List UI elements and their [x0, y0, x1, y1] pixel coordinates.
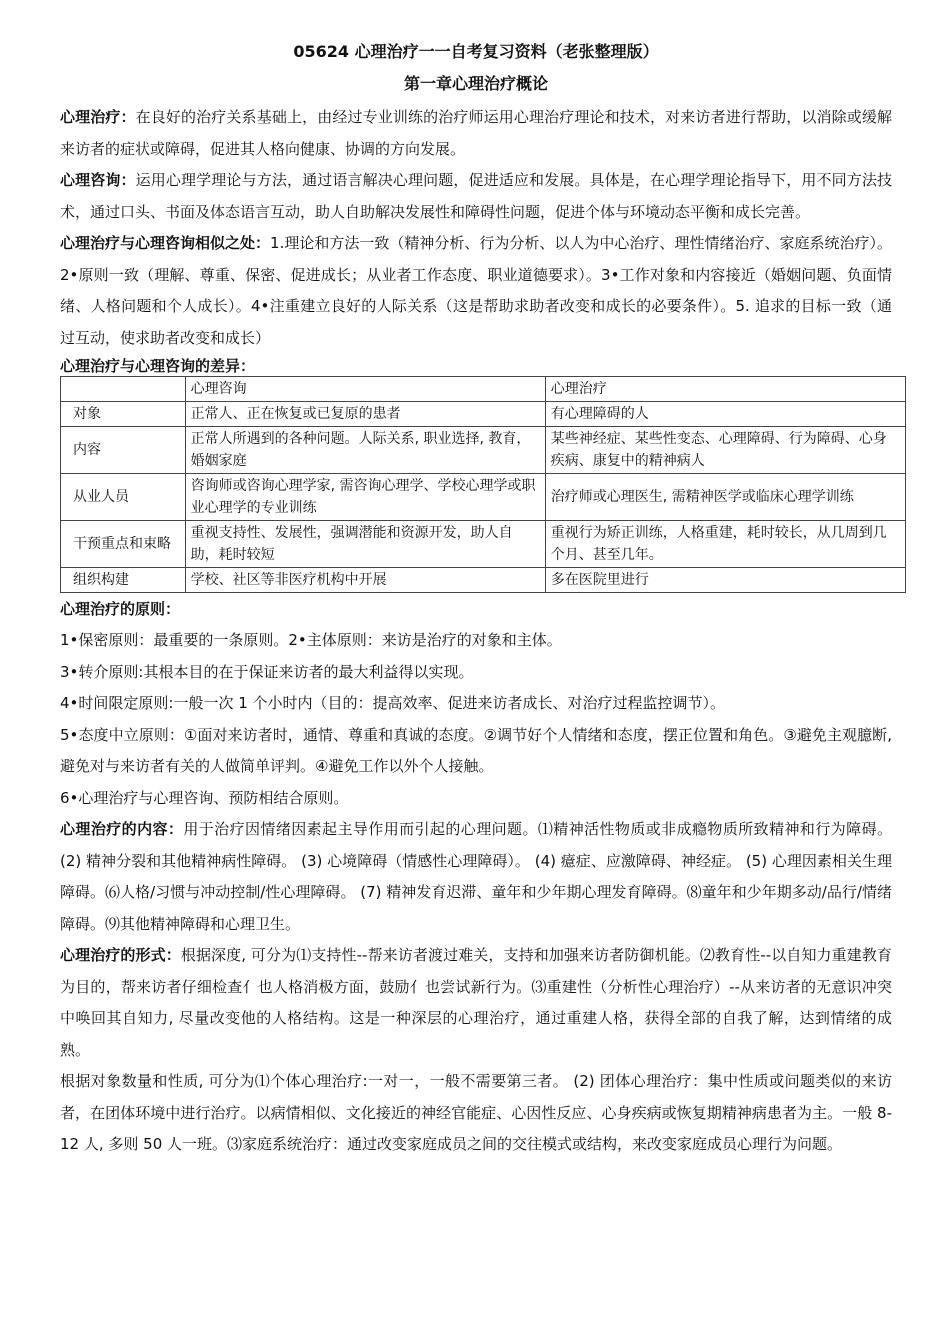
paragraph-definition-counseling: [60, 165, 892, 228]
therapy-cell: 多在医院里进行: [545, 568, 905, 593]
table-row: [61, 402, 906, 427]
paragraph-text: 在良好的治疗关系基础上，由经过专业训练的治疗师运用心理治疗理论和技术，对来访者进行帮助，以消除或缓解来访者的症状或障碍，促进其人格向健康、协调的方向发展。: [60, 108, 892, 158]
table-header-cell: [61, 377, 186, 402]
paragraph-similarities: [60, 228, 892, 354]
paragraph-therapy-content: [60, 814, 892, 940]
row-label: 组织构建: [61, 568, 186, 593]
therapy-cell: 治疗师或心理医生, 需精神医学或临床心理学训练: [545, 474, 905, 521]
counseling-cell: 正常人、正在恢复或已复原的患者: [185, 402, 545, 427]
therapy-cell: 某些神经症、某些性变态、心理障碍、行为障碍、心身疾病、康复中的精神病人: [545, 427, 905, 474]
row-label: 从业人员: [61, 474, 186, 521]
principle-line: 6•心理治疗与心理咨询、预防相结合原则。: [60, 788, 349, 807]
document-title: 05624 心理治疗一一自考复习资料（老张整理版）: [293, 42, 659, 61]
table-header-cell: 心理治疗: [545, 377, 905, 402]
therapy-cell: 重视行为矫正训练，人格重建，耗时较长，从几周到几个月、甚至几年。: [545, 521, 905, 568]
row-label: 干预重点和束略: [61, 521, 186, 568]
term-label: 心理治疗的内容：: [60, 820, 184, 838]
counseling-cell: 正常人所遇到的各种问题。人际关系, 职业选择, 教育，婚姻家庭: [185, 427, 545, 474]
principle-line: 5•态度中立原则：①面对来访者时，通情、尊重和真诚的态度。②调节好个人情绪和态度，摆正位置和角色。③避免主观臆断, 避免对与来访者有关的人做简单评判。④避免工作以外个人接触。: [60, 725, 892, 775]
paragraph-text: 用于治疗因情绪因素起主导作用而引起的心理问题。⑴精神活性物质或非成瘾物质所致精神和行为障碍。 (2) 精神分裂和其他精神病性障碍。 (3) 心境障碍（情感性心理障碍）。 (4) 癔症、应激障碍、神经症。 (5) 心理因素相关生理障碍。⑹人格/习惯与冲动控制/性心理障碍。 (7) 精神发育迟滞、童年和少年期心理发育障碍。⑻童年和少年期多动/品行/情绪障碍。⑼其他精神障碍和心理卫生。: [60, 820, 892, 933]
therapy-cell: 有心理障碍的人: [545, 402, 905, 427]
counseling-cell: 学校、社区等非医疗机构中开展: [185, 568, 545, 593]
table-row: [61, 427, 906, 474]
differences-label: 心理治疗与心理咨询的差异：: [60, 357, 256, 375]
paragraph-definition-therapy: [60, 102, 892, 165]
principles-label: 心理治疗的原则：: [60, 600, 181, 618]
paragraph-text: 1.理论和方法一致（精神分析、行为分析、以人为中心治疗、理性情绪治疗、家庭系统治疗）。2•原则一致（理解、尊重、保密、促进成长；从业者工作态度、职业道德要求）。3•工作对象和内容接近（婚姻问题、负面情绪、人格问题和个人成长）。4•注重建立良好的人际关系（这是帮助求助者改变和成长的必要条件）。5. 追求的目标一致（通过互动，使求助者改变和成长）: [60, 234, 892, 347]
chapter-title: 第一章心理治疗概论: [403, 74, 548, 93]
table-header-cell: 心理咨询: [185, 377, 545, 402]
term-label: 心理咨询：: [60, 171, 136, 189]
principle-line: 1•保密原则：最重要的一条原则。2•主体原则：来访是治疗的对象和主体。: [60, 631, 562, 649]
counseling-cell: 重视支持性、发展性，强调潜能和资源开发，助人自助，耗时较短: [185, 521, 545, 568]
term-label: 心理治疗与心理咨询相似之处：: [60, 234, 271, 252]
paragraph-text: 运用心理学理论与方法，通过语言解决心理问题，促进适应和发展。具体是，在心理学理论指导下，用不同方法技术，通过口头、书面及体态语言互动，助人自助解决发展性和障碍性问题，促进个体与环境动态平衡和成长完善。: [60, 171, 892, 221]
comparison-table: [60, 376, 906, 593]
paragraph-text: 根据深度, 可分为⑴支持性--帮来访者渡过难关，支持和加强来访者防御机能。⑵教育性--以自知力重建教育为目的，帮来访者仔细检查亻也人格消极方面，鼓励亻也尝试新行为。⑶重建性（分析性心理治疗）--从来访者的无意识冲突中唤回其自知力, 尽量改变他的人格结构。这是一种深层的心理治疗，通过重建人格，获得全部的自我了解，达到情绪的成熟。: [60, 946, 892, 1059]
term-label: 心理治疗的形式：: [60, 946, 181, 964]
table-row: [61, 474, 906, 521]
principle-line: 3•转介原则:其根本目的在于保证来访者的最大利益得以实现。: [60, 662, 474, 681]
row-label: 对象: [61, 402, 186, 427]
term-label: 心理治疗：: [60, 108, 136, 126]
table-row: [61, 568, 906, 593]
principle-line: 4•时间限定原则:一般一次 1 个小时内（目的：提高效率、促进来访者成长、对治疗过程监控调节）。: [60, 694, 726, 712]
paragraph-therapy-forms: [60, 940, 892, 1066]
row-label: 内容: [61, 427, 186, 474]
table-header-row: [61, 377, 906, 402]
counseling-cell: 咨询师或咨询心理学家, 需咨询心理学、学校心理学或职业心理学的专业训练: [185, 474, 545, 521]
paragraph-object-types: 根据对象数量和性质, 可分为⑴个体心理治疗:一对一，一般不需要第三者。 (2) 团体心理治疗：集中性质或问题类似的来访者，在团体环境中进行治疗。以病情相似、文化接近的神经官能症、心因性反应、心身疾病或恢复期精神病患者为主。一般 8-12 人, 多则 50 人一班。⑶家庭系统治疗：通过改变家庭成员之间的交往模式或结构，来改变家庭成员心理行为问题。: [60, 1072, 892, 1153]
table-row: [61, 521, 906, 568]
